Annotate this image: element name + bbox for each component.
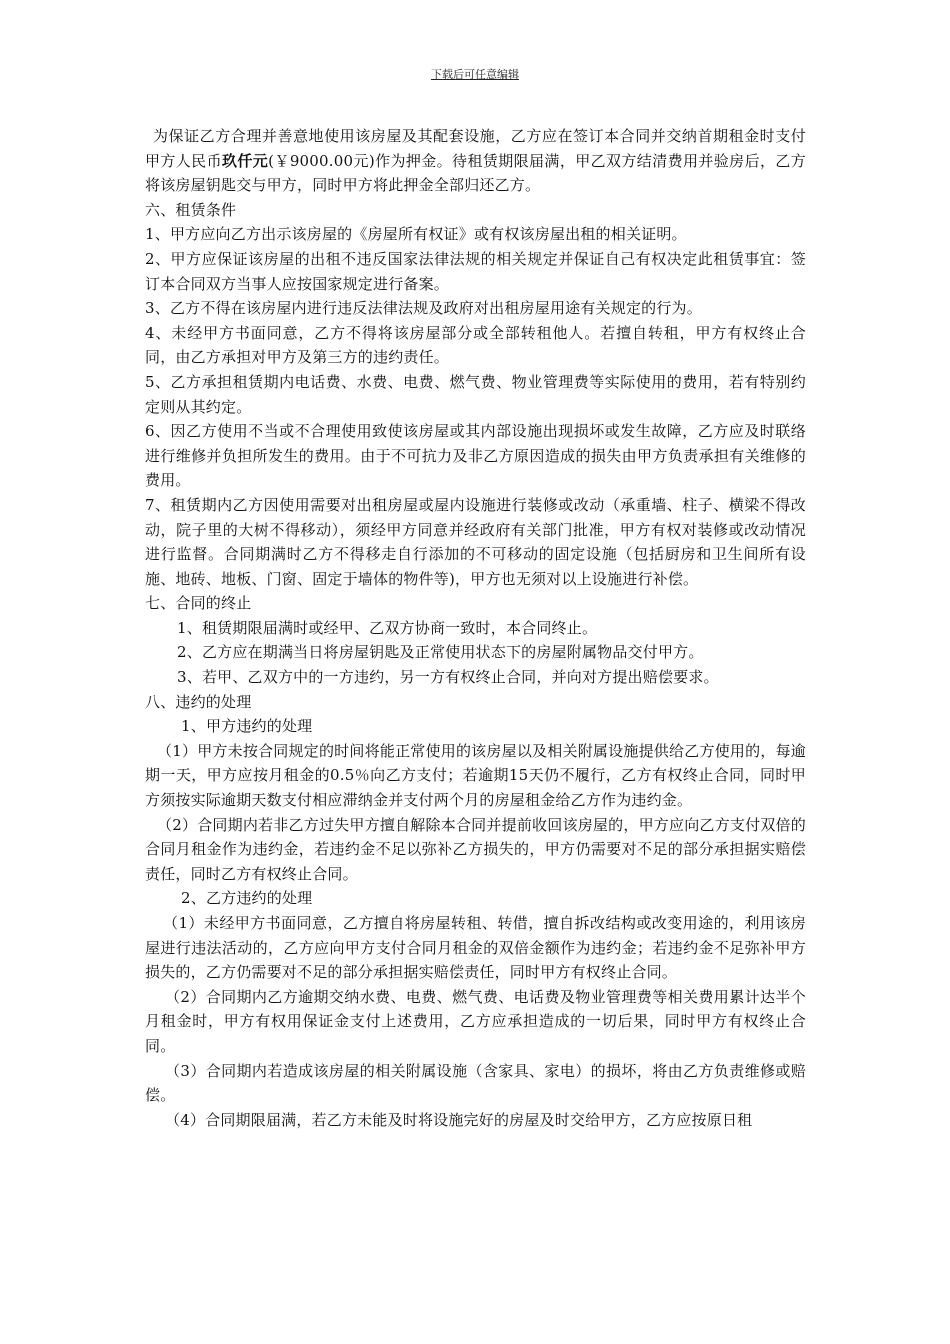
deposit-paragraph xyxy=(145,124,806,198)
clause-7-3: 3、若甲、乙双方中的一方违约，另一方有权终止合同，并向对方提出赔偿要求。 xyxy=(177,668,719,687)
clause-6-1: 1、甲方应向乙方出示该房屋的《房屋所有权证》或有权该房屋出租的相关证明。 xyxy=(145,225,687,244)
deposit-amount-words: 玖仟元 xyxy=(221,151,269,170)
clause-7-2: 2、乙方应在期满当日将房屋钥匙及正常使用状态下的房屋附属物品交付甲方。 xyxy=(177,643,704,662)
subsection-8-2: 2、乙方违约的处理 xyxy=(181,889,313,908)
document-body xyxy=(145,124,806,1132)
clause-8-1-2: （2）合同期内若非乙方过失甲方擅自解除本合同并提前收回该房屋的，甲方应向乙方支付双倍的合同月租金作为违约金，若违约金不足以弥补乙方损失的，甲方仍需要对不足的部分承担据实赔偿责任，同时乙方有权终止合同。 xyxy=(145,815,806,883)
deposit-text-a: 为保证乙方合理并善意地使用该房屋及其配套设施，乙方应在签订本合同并交纳首期租金时支付甲方人民币 xyxy=(145,127,806,170)
section-heading-8: 八、违约的处理 xyxy=(145,692,252,711)
clause-8-1-1: （1）甲方未按合同规定的时间将能正常使用的该房屋以及相关附属设施提供给乙方使用的，每逾期一天，甲方应按月租金的0.5％向乙方支付；若逾期15天仍不履行，乙方有权终止合同，同时甲方须按实际逾期天数支付相应滞纳金并支付两个月的房屋租金给乙方作为违约金。 xyxy=(145,741,806,810)
section-heading-6: 六、租赁条件 xyxy=(145,200,237,219)
clause-6-3: 3、乙方不得在该房屋内进行违反法律法规及政府对出租房屋用途有关规定的行为。 xyxy=(145,299,702,318)
page-header: 下载后可任意编辑 xyxy=(431,68,519,81)
clause-6-4: 4、未经甲方书面同意，乙方不得将该房屋部分或全部转租他人。若擅自转租，甲方有权终止合同，由乙方承担对甲方及第三方的违约责任。 xyxy=(145,323,806,367)
clause-7-1: 1、租赁期限届满时或经甲、乙双方协商一致时，本合同终止。 xyxy=(177,618,598,637)
clause-8-2-1: （1）未经甲方书面同意，乙方擅自将房屋转租、转借，擅自拆改结构或改变用途的，利用该房屋进行违法活动的，乙方应向甲方支付合同月租金的双倍金额作为违约金；若违约金不足弥补甲方损失的，乙方仍需要对不足的部分承担据实赔偿责任，同时甲方有权终止合同。 xyxy=(145,914,806,982)
clause-6-7: 7、租赁期内乙方因使用需要对出租房屋或屋内设施进行装修或改动（承重墙、柱子、横梁不得改动，院子里的大树不得移动），须经甲方同意并经政府有关部门批准，甲方有权对装修或改动情况进行监督。合同期满时乙方不得移走自行添加的不可移动的固定设施（包括厨房和卫生间所有设施、地砖、地板、门窗、固定于墙体的物件等)，甲方也无须对以上设施进行补偿。 xyxy=(145,495,806,588)
clause-6-2: 2、甲方应保证该房屋的出租不违反国家法律法规的相关规定并保证自己有权决定此租赁事宜：签订本合同双方当事人应按国家规定进行备案。 xyxy=(145,249,806,293)
section-heading-7: 七、合同的终止 xyxy=(145,594,252,613)
clause-6-6: 6、因乙方使用不当或不合理使用致使该房屋或其内部设施出现损坏或发生故障，乙方应及时联络进行维修并负担所发生的费用。由于不可抗力及非乙方原因造成的损失由甲方负责承担有关维修的费用。 xyxy=(145,422,806,490)
deposit-text-c: (￥9000.00元)作为押金。待租赁期限届满，甲乙双方结清费用并验房后，乙方将该房屋钥匙交与甲方，同时甲方将此押金全部归还乙方。 xyxy=(145,151,806,195)
subsection-8-1: 1、甲方违约的处理 xyxy=(181,717,313,736)
clause-8-2-3: （3）合同期内若造成该房屋的相关附属设施（含家具、家电）的损坏，将由乙方负责维修或赔偿。 xyxy=(145,1061,806,1105)
clause-8-2-4: （4）合同期限届满，若乙方未能及时将设施完好的房屋及时交给甲方，乙方应按原日租 xyxy=(165,1110,753,1129)
clause-8-2-2: （2）合同期内乙方逾期交纳水费、电费、燃气费、电话费及物业管理费等相关费用累计达半个月租金时，甲方有权用保证金支付上述费用，乙方应承担造成的一切后果，同时甲方有权终止合同。 xyxy=(145,987,806,1055)
clause-6-5: 5、乙方承担租赁期内电话费、水费、电费、燃气费、物业管理费等实际使用的费用，若有特别约定则从其约定。 xyxy=(145,372,806,416)
